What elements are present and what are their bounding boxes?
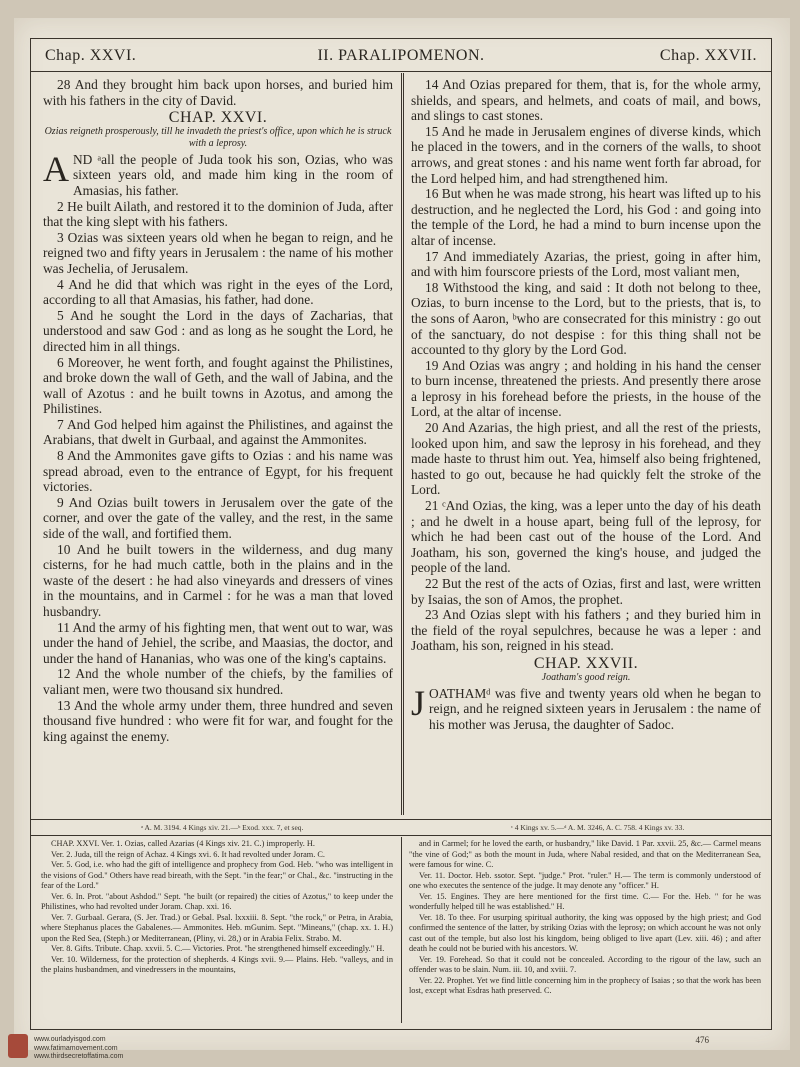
note: Ver. 6. In. Prot. "about Ashdod." Sept. "he built (or repaired) the cities of Azotus," to keep under the Philistines, who had revolted under Joram. Chap. xxi. 16. xyxy=(41,891,393,911)
header-center: II. PARALIPOMENON. xyxy=(317,47,485,64)
verse: 28 And they brought him back upon horses, and buried him with his fathers in the city of David. xyxy=(43,77,393,108)
header-right: Chap. XXVII. xyxy=(659,47,757,64)
page-number: 476 xyxy=(695,1035,709,1045)
footnote-rule xyxy=(31,819,771,820)
drop-cap: A xyxy=(43,148,69,189)
note: Ver. 18. To thee. For usurping spiritual authority, the king was opposed by the high priest; and God confirmed the sentence of the latter, by striking Ozias with the leprosy; on which account he was not only cast out of the temple, but also lost his kingdom, being obliged to live apart (Lev. xiii. 46) ; and after death he could not be buried with his ancestors. W. xyxy=(409,912,761,953)
seal-logo xyxy=(8,1034,28,1058)
footnote-ref-left: ᵃ A. M. 3194. 4 Kings xiv. 21.—ᵇ Exod. xxx. 7, et seq. xyxy=(141,823,304,832)
verse: 19 And Ozias was angry ; and holding in his hand the censer to burn incense, threatened the priests. And presently there arose a leprosy in his forehead before the priests, in the house of the Lord, at the altar of incense. xyxy=(411,357,761,420)
note: Ver. 2. Juda, till the reign of Achaz. 4 Kings xvi. 6. It had revolted under Joram. C. xyxy=(51,849,325,859)
verse-1 xyxy=(411,682,761,733)
verse: 5 And he sought the Lord in the days of Zacharias, that understood and saw God : and as long as he sought the Lord, he directed him in all things. xyxy=(43,307,393,354)
verse: 10 And he built towers in the wilderness, and dug many cisterns, for he had much cattle, both in the plains and in the waste of the desert : he had also vineyards and dressers of vines in the mountains, and in Carmel : for he was a man that loved husbandry. xyxy=(43,541,393,619)
verse: 23 And Ozias slept with his fathers ; and they buried him in the field of the royal sepulchres, because he was a leper : and Joatham, his son, reigned in his stead. xyxy=(411,607,761,654)
chapter-summary: Ozias reigneth prosperously, till he invadeth the priest's office, upon which he is struck with a leprosy. xyxy=(44,125,392,149)
commentary-right xyxy=(409,839,761,997)
note: CHAP. XXVI. Ver. 1. Ozias, called Azarias (4 Kings xiv. 21. C.) improperly. H. xyxy=(51,839,315,848)
footnote-ref-right: ᶜ 4 Kings xv. 5.—ᵈ A. M. 3246, A. C. 758. 4 Kings xv. 33. xyxy=(511,823,685,832)
watermark-link[interactable]: www.thirdsecretoffatima.com xyxy=(34,1053,124,1061)
verse-text: ND ᵃall the people of Juda took his son, Ozias, who was sixteen years old, and made him king in the room of Amasias, his father. xyxy=(73,151,393,198)
note: Ver. 10. Wilderness, for the protection of shepherds. 4 Kings xvii. 9.— Plains. Heb. "valleys, and in the plains husbandmen, and vinedressers in the mountains, xyxy=(41,954,393,974)
left-column xyxy=(43,77,393,744)
note: Ver. 7. Gurbaal. Gerara, (S. Jer. Trad.) or Gebal. Psal. lxxxiii. 8. Sept. "the rock," or Petra, in Arabia, where Stephanus places the Gabalenes.— Ammonites. Heb. mGunim. Sept. "Mineans," (chap. xx. 1. H.) upon the Red Sea, (Steph.) or Mediterranean, (Pliny, vi. 28,) or in Arabia Felix. Strabo. M. xyxy=(41,912,393,943)
verse: 20 And Azarias, the high priest, and all the rest of the priests, looked upon him, and saw the leprosy in his forehead, and they made haste to thrust him out. Yea, himself also being frightened, hasted to go out, because he had quickly felt the stroke of the Lord. xyxy=(411,420,761,498)
verse: 12 And the whole number of the chiefs, by the families of valiant men, were two thousand six hundred. xyxy=(43,666,393,697)
verse: 3 Ozias was sixteen years old when he began to reign, and he reigned two and fifty years in Jerusalem : the name of his mother was Jechelia, of Jerusalem. xyxy=(43,229,393,276)
verse: 18 Withstood the king, and said : It doth not belong to thee, Ozias, to burn incense to the Lord, but to the priests, that is, to the sons of Aaron, ᵇwho are consecrated for this ministry : go out of the sanctuary, do not despise : for this thing shall not be accounted to thy glory by the Lord God. xyxy=(411,279,761,358)
chapter-title: CHAP. XXVII. xyxy=(533,654,639,672)
column-divider-inner xyxy=(403,73,404,815)
verse: 21 ᶜAnd Ozias, the king, was a leper unto the day of his death ; and he dwelt in a house apart, being full of the leprosy, for which he had been cast out of the house of the Lord. And Joatham, his son, governed the king's house, and judged the people of the land. xyxy=(411,498,761,576)
book-page xyxy=(14,18,790,1050)
verse: 13 And the whole army under them, three hundred and seven thousand five hundred : who were fit for war, and fought for the king against the enemy. xyxy=(43,697,393,744)
verse: 22 But the rest of the acts of Ozias, first and last, were written by Isaias, the son of Amos, the prophet. xyxy=(411,576,761,607)
watermark-link[interactable]: www.ourladyisgod.com xyxy=(34,1036,106,1043)
watermark-links xyxy=(34,1036,123,1062)
verse: 2 He built Ailath, and restored it to the dominion of Juda, after that the king slept with his fathers. xyxy=(43,198,393,230)
note: Ver. 11. Doctor. Heb. ssotor. Sept. "judge." Prot. "ruler." H.— The term is commonly understood of one who executes the sentence of the judge. It may denote any "officer." H. xyxy=(409,870,761,890)
note: and in Carmel; for he loved the earth, or husbandry," like David. 1 Par. xxvii. 25, &c.— Carmel means "the vine of God;" as both the mount in Juda, where Nabal resided, and that on the Mediterranean Sea, were famous for wine. C. xyxy=(409,839,761,869)
commentary-left xyxy=(41,839,393,976)
verse: 14 And Ozias prepared for them, that is, for the whole army, shields, and spears, and helmets, and coats of mail, and bows, and slings to cast stones. xyxy=(411,77,761,124)
right-column xyxy=(411,77,761,732)
notes-divider xyxy=(401,837,402,1023)
note: Ver. 22. Prophet. Yet we find little concerning him in the prophecy of Isaias ; so that the work has been lost, except what Esdras hath preserved. C. xyxy=(409,975,761,995)
verse-1 xyxy=(43,148,393,199)
notes-rule xyxy=(31,835,771,836)
chapter-summary: Joatham's good reign. xyxy=(541,671,631,683)
chapter-title: CHAP. XXVI. xyxy=(168,109,268,127)
verse: 16 But when he was made strong, his heart was lifted up to his destruction, and he neglected the Lord, his God : and going into the temple of the Lord, he had a mind to burn incense upon the altar of incense. xyxy=(411,186,761,248)
verse: 9 And Ozias built towers in Jerusalem over the gate of the corner, and over the gate of the valley, and the rest, in the same side of the wall, and fortified them. xyxy=(43,494,393,542)
verse: 8 And the Ammonites gave gifts to Ozias : and his name was spread abroad, even to the entrance of Egypt, for his frequent victories. xyxy=(43,448,393,495)
note: Ver. 8. Gifts. Tribute. Chap. xxvii. 5. C.— Victories. Prot. "he strengthened himself exceedingly." H. xyxy=(51,944,385,953)
note: Ver. 5. God, i.e. who had the gift of intelligence and prophecy from God. Heb. "who was intelligent in the visions of God." Others have read bireath, with the Sept. "in the fear;" or Chal., &c. "instructing in the fear of the Lord." xyxy=(41,860,393,890)
running-header xyxy=(31,39,771,72)
note: Ver. 15. Engines. They are here mentioned for the first time. C.— For the. Heb. " for he was wonderfully helped till he was established." H. xyxy=(409,891,761,911)
verse: 4 And he did that which was right in the eyes of the Lord, according to all that Amasias, his father, had done. xyxy=(43,276,393,308)
verse: 17 And immediately Azarias, the priest, going in after him, and with him fourscore priests of the Lord, most valiant men, xyxy=(411,248,761,280)
drop-cap: J xyxy=(411,682,426,723)
watermark-link[interactable]: www.fatimamovement.com xyxy=(34,1044,118,1052)
verse: 6 Moreover, he went forth, and fought against the Philistines, and broke down the wall of Geth, and the wall of Jabina, and the wall of Azotus : and he built towns in Azotus, and among the Philistines. xyxy=(43,354,393,417)
verse: 15 And he made in Jerusalem engines of diverse kinds, which he placed in the towers, and in the corners of the walls, to shoot arrows, and great stones : and his name went forth far abroad, for the Lord helped him, and had strengthened him. xyxy=(411,123,761,186)
column-divider xyxy=(401,73,402,815)
verse: 11 And the army of his fighting men, that went out to war, was under the hand of Jehiel, the scribe, and Maasias, the doctor, and under the hand of Hananias, who was one of the king's captains. xyxy=(43,619,393,666)
verse: 7 And God helped him against the Philistines, and against the Arabians, that dwelt in Gurbaal, and against the Ammonites. xyxy=(43,416,393,448)
header-left: Chap. XXVI. xyxy=(45,47,137,64)
verse-text: OATHAMᵈ was five and twenty years old when he began to reign, and he reigned sixteen years in Jerusalem : the name of his mother was Jerusa, the daughter of Sadoc. xyxy=(429,685,761,732)
note: Ver. 19. Forehead. So that it could not be concealed. According to the rigour of the law, such an offender was to be slain. Num. iii. 10, and xviii. 7. xyxy=(409,954,761,974)
